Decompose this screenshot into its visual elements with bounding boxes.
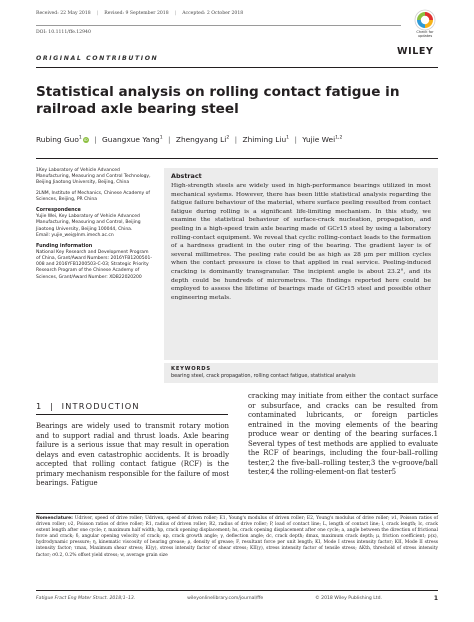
section-rule — [36, 414, 228, 415]
section-title: INTRODUCTION — [61, 401, 140, 411]
publisher-logo: WILEY — [397, 46, 434, 57]
author-name[interactable]: Guangxue Yang — [102, 135, 160, 144]
journal-url[interactable]: wileyonlinelibrary.com/journal/ffe — [187, 596, 264, 601]
author-affiliation-mark: 1 — [286, 135, 290, 141]
footer-rule — [36, 590, 438, 591]
doi[interactable]: DOI: 10.1111/ffe.12940 — [36, 30, 91, 35]
abstract-box — [164, 168, 438, 360]
page-number: 1 — [433, 595, 438, 602]
check-for-updates-icon[interactable] — [414, 9, 436, 31]
author-separator: | — [168, 135, 171, 144]
author-affiliation-mark: 2 — [226, 135, 230, 141]
author-affiliation-mark: 1 — [78, 135, 82, 141]
correspondence-text: Yujie Wei, Key Laboratory of Vehicle Advanced Manufacturing, Measuring and Control, Beijing Jiaotong University, Beijing 100044, China. — [36, 214, 141, 232]
revised-date: Revised: 9 September 2018 — [104, 11, 169, 16]
correspondence-email[interactable]: Email: yujie_wei@lnm.imech.ac.cn — [36, 232, 114, 238]
author-rule — [36, 158, 438, 159]
article-dates — [36, 11, 396, 16]
page-footer — [36, 595, 438, 602]
journal-citation: Fatigue Fract Eng Mater Struct. 2018;1–13. — [36, 596, 136, 601]
author-name[interactable]: Zhengyang Li — [175, 135, 227, 144]
copyright: © 2018 Wiley Publishing Ltd. — [315, 596, 382, 601]
author-name[interactable]: Zhiming Liu — [242, 135, 287, 144]
article-type: ORIGINAL CONTRIBUTION — [36, 55, 159, 62]
abstract-text: High-strength steels are widely used in high-performance bearings utilized in most mechanical systems. However, there has been little statistical analysis regarding the fatigue failure behaviour of the material, where surface peeling resulted from contact fatigue during rolling is a significant life-limiting mechanism. In this study, we examine the statistical behaviour of surface-crack nucleation, propagation, and peeling in a high-speed train axle bearing made of GCr15 steel by using a laboratory rolling-contact equipment. We reveal that cyclic rolling-contact leads to the formation of a hardness gradient in the outer ring of the bearing. The gradient layer is of several millimetres. The peeling rate could be as high as 28 μm per million cycles when the contact pressure is close to that applied in real service. Peeling-induced cracking is dominantly transgranular. The incipient angle is about 23.2°, and its depth could be hundreds of micrometres. The findings reported here could be employed to assess the lifetime of bearings made of GCr15 steel and possible other engineering metals. — [171, 182, 431, 301]
article-sidebar — [36, 168, 154, 285]
author-separator: | — [94, 135, 97, 144]
article-title: Statistical analysis on rolling contact fatigue in railroad axle bearing steel — [36, 84, 400, 117]
body-column-left: Bearings are widely used to transmit rotary motion and to support radial and thrust loads. Axle bearing failure is a serious issue that may result in operation delays and even catastrophic accidents. It is broadly accepted that rolling contact fatigue (RCF) is the primary mechanism responsible for the failure of most bearings. Fatigue — [36, 422, 229, 487]
orcid-icon[interactable]: iD — [83, 138, 88, 142]
funding-text: National Key Research and Development Program of China, Grant/Award Numbers: 2016YFB1200501- 008 and 2016YFB1200503-C-03; Strategic Priority Research Program of the Chinese Academy of Sciences, Grant/Award Number: XDB22020200 — [36, 250, 153, 280]
affiliation: 1Key Laboratory of Vehicle Advanced Manufacturing, Measuring and Control Technology, Beijing Jiaotong University, Beijing, China — [36, 168, 151, 186]
author-affiliation-mark: 1,2 — [335, 135, 343, 141]
accepted-date: Accepted: 2 October 2018 — [182, 11, 244, 16]
header-rule — [36, 25, 401, 26]
nomenclature-rule — [36, 513, 438, 514]
author-name[interactable]: Rubing Guo — [36, 135, 79, 144]
section-number: 1 — [36, 401, 43, 411]
nomenclature — [36, 516, 438, 559]
abstract-heading: Abstract — [171, 172, 202, 180]
keywords-box — [164, 362, 438, 383]
nomenclature-text: Udriver, speed of drive roller; Udriven, speed of driven roller; E1, Young's modulus of driven roller; E2, Young's modulus of drive roller; ν1, Poisson ratios of driven roller; ν2, Poisson ratios of drive roller; R1, radius of driven roller; R2, radius of drive roller; P, load of contact line; L, length of contact line; l, crack length; lc, crack extent length after one cycle; r, maximum half width; hp, crack opening displacement; hs, crack opening displacement after one cycle; a, angle between the direction of frictional force and crack; δ, angular opening velocity of crack; αp, crack growth angle; γ, deflection angle; dc, crack depth; dmax, maximum crack depth; μ, friction coefficient; p(x), hydrodynamic pressure; η, kinematic viscosity of bearing grease; ρ, density of grease; F, resultant force per unit length; KI, Mode I stress intensity factor; KII, Mode II stress intensity factor; τmax, Maximum shear stress; KI(y), stress intensity factor of shear stress; KII(y), stress intensity factor of tensile stress; ΔKth, threshold of stress intensity factor; σ0.2, 0.2% offset yield stress; w, average grain size — [36, 516, 438, 558]
author-separator: | — [294, 135, 297, 144]
author-name[interactable]: Yujie Wei — [302, 135, 336, 144]
body-column-right: cracking may initiate from either the contact surface or subsurface, and cracks can be resulted from contaminated lubricants, or foreign particles entrained in the moving elements of the bearing produce wear or denting of the bearing surfaces.1 Several types of test methods are applied to evaluate the RCF of bearings, including the four-ball–rolling tester,2 the five-ball–rolling tester,3 the v-groove/ball tester,4 the rolling-element-on flat tester5 — [248, 392, 438, 476]
article-type-rule — [36, 67, 438, 68]
keywords-text: bearing steel, crack propagation, rolling contact fatigue, statistical analysis — [171, 373, 356, 379]
nomenclature-label: Nomenclature: — [36, 516, 73, 521]
section-heading: 1 | INTRODUCTION — [36, 401, 140, 411]
funding-heading: Funding information — [36, 243, 93, 250]
date-separator: | — [96, 11, 99, 16]
author-list — [36, 135, 436, 144]
received-date: Received: 22 May 2018 — [36, 11, 91, 16]
keywords-heading: KEYWORDS — [171, 366, 211, 372]
check-for-updates-label: Check for updates — [416, 30, 434, 38]
correspondence-heading: Correspondence — [36, 207, 81, 214]
date-separator: | — [174, 11, 177, 16]
author-separator: | — [234, 135, 238, 144]
author-affiliation-mark: 1 — [159, 135, 163, 141]
affiliation: 2LNM, Institute of Mechanics, Chinese Academy of Sciences, Beijing, PR China — [36, 190, 150, 202]
